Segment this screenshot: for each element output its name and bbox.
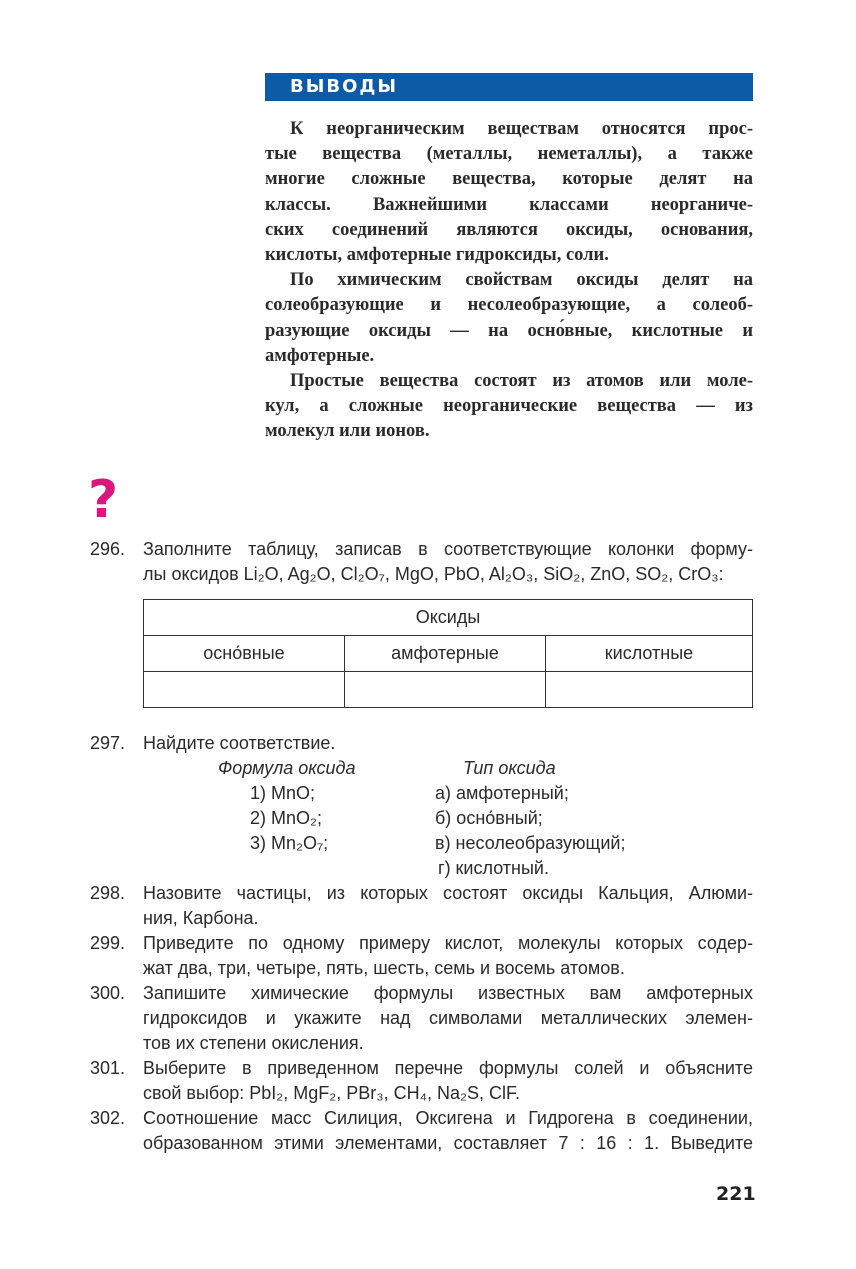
conclusion-line: разующие оксиды — на осно́вные, кислотные и (265, 320, 753, 341)
table-cell (144, 672, 345, 708)
task-line: Приведите по одному примеру кислот, молекулы которых содер- (143, 933, 753, 953)
task-number: 296. (90, 539, 126, 559)
formula-item: 1) MnO; (250, 783, 316, 803)
task-line: Выберите в приведенном перечне формулы солей и объясните (143, 1058, 753, 1078)
task-302 (90, 1106, 753, 1156)
task-300 (90, 981, 753, 1056)
task-line: гидроксидов и укажите над символами металлических элемен- (143, 1008, 753, 1028)
conclusion-line: кислоты, амфотерные гидроксиды, соли. (265, 245, 609, 266)
conclusion-line: классы. Важнейшими классами неорганиче- (265, 194, 753, 215)
column-acidic: кислотные (545, 636, 752, 672)
type-item: б) осно́вный; (435, 808, 543, 828)
type-item: а) амфотерный; (435, 783, 569, 803)
oxides-table (143, 599, 753, 708)
conclusion-line: тые вещества (металлы, неметаллы), а также (265, 144, 753, 165)
question-mark-icon: ? (88, 470, 119, 530)
column-basic: осно́вные (144, 636, 345, 672)
task-line: тов их степени окисления. (143, 1033, 364, 1053)
conclusion-line: молекул или ионов. (265, 421, 430, 442)
task-line: Запишите химические формулы известных вам амфотерных (143, 983, 753, 1003)
task-number: 300. (90, 983, 126, 1003)
task-line: Найдите соответствие. (143, 733, 336, 753)
type-item: в) несолеобразующий; (435, 833, 626, 853)
task-number: 298. (90, 883, 126, 903)
task-line: лы оксидов Li₂O, Ag₂O, Cl₂O₇, MgO, PbO, Al₂O₃, SiO₂, ZnO, SO₂, CrO₃: (143, 564, 724, 584)
page-number: 221 (716, 1183, 756, 1205)
conclusion-line: амфотерные. (265, 345, 375, 366)
task-number: 302. (90, 1108, 126, 1128)
task-line: ния, Карбона. (143, 908, 259, 928)
task-296 (90, 537, 753, 587)
conclusion-line: По химическим свойствам оксиды делят на (290, 270, 753, 291)
task-line: Заполните таблицу, записав в соответствующие колонки форму- (143, 539, 753, 559)
formula-header: Формула оксида (218, 758, 356, 778)
type-header: Тип оксида (463, 758, 556, 778)
conclusion-line: многие сложные вещества, которые делят на (265, 169, 753, 190)
task-299 (90, 931, 753, 981)
task-298 (90, 881, 753, 931)
matching-columns (143, 756, 753, 881)
task-line: Назовите частицы, из которых состоят оксиды Кальция, Алюми- (143, 883, 753, 903)
task-line: Соотношение масс Силиция, Оксигена и Гидрогена в соединении, (143, 1108, 753, 1128)
task-number: 299. (90, 933, 126, 953)
task-line: жат два, три, четыре, пять, шесть, семь и восемь атомов. (143, 958, 625, 978)
task-line: свой выбор: PbI₂, MgF₂, PBr₃, CH₄, Na₂S, ClF. (143, 1083, 520, 1103)
task-301 (90, 1056, 753, 1106)
conclusion-line: Простые вещества состоят из атомов или моле- (290, 371, 753, 392)
task-number: 297. (90, 733, 126, 753)
task-number: 301. (90, 1058, 126, 1078)
conclusion-line: ских соединений являются оксиды, основания, (265, 219, 753, 240)
conclusions-title: ВЫВОДЫ (290, 76, 399, 97)
formula-item: 3) Mn₂O₇; (250, 833, 329, 853)
conclusion-line: кул, а сложные неорганические вещества — из (265, 396, 753, 417)
conclusions-text (265, 117, 753, 445)
column-amphoteric: амфотерные (344, 636, 545, 672)
task-297 (90, 731, 753, 881)
table-cell (344, 672, 545, 708)
tasks-list (90, 537, 753, 1156)
type-item: г) кислотный. (438, 858, 549, 878)
conclusions-banner (265, 73, 753, 101)
formula-item: 2) MnO₂; (250, 808, 322, 828)
conclusion-line: К неорганическим веществам относятся прос- (290, 119, 753, 139)
task-line: образованном этими элементами, составляет 7 : 16 : 1. Выведите (143, 1133, 753, 1153)
conclusion-line: солеобразующие и несолеобразующие, а солеоб- (265, 295, 753, 316)
table-cell (545, 672, 752, 708)
table-header: Оксиды (144, 600, 753, 636)
